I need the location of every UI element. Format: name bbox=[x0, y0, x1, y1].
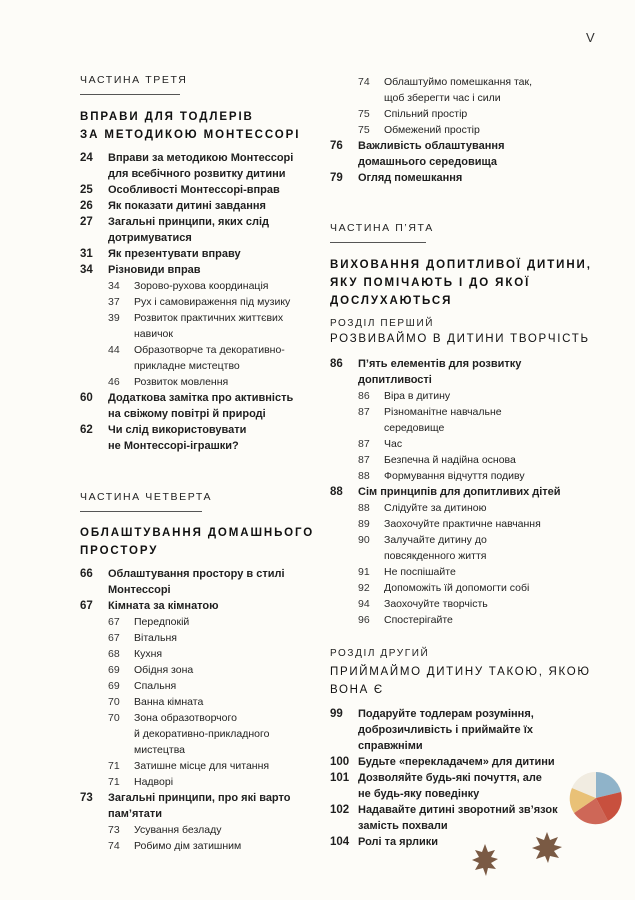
toc-page-number: 71 bbox=[108, 776, 120, 788]
toc-subentry bbox=[330, 596, 580, 612]
toc-subentry bbox=[80, 694, 320, 710]
toc-page-number: 26 bbox=[80, 200, 93, 212]
toc-entry-title: Ролі та ярлики bbox=[358, 836, 439, 848]
toc-entry bbox=[80, 262, 320, 278]
toc-subentry bbox=[80, 646, 320, 662]
toc-entry-title: Рух і самовираження під музику bbox=[134, 296, 291, 308]
toc-subentry bbox=[80, 310, 320, 342]
toc-entry-title: Загальні принципи, яких слід bbox=[108, 216, 270, 228]
toc-entry-title: Ванна кімната bbox=[134, 696, 204, 708]
toc-page-number: 94 bbox=[358, 598, 370, 610]
part4-label: ЧАСТИНА ЧЕТВЕРТА bbox=[80, 491, 213, 503]
toc-page-number: 88 bbox=[358, 502, 370, 514]
toc-entry-title: Надворі bbox=[134, 776, 174, 788]
toc-entry-title: Різноманітне навчальне bbox=[384, 406, 502, 418]
toc-page-number: 87 bbox=[358, 406, 370, 418]
toc-page-number: 31 bbox=[80, 248, 93, 260]
toc-entry-title: Як показати дитині завдання bbox=[108, 200, 266, 212]
toc-subentry bbox=[330, 122, 580, 138]
part4-title-line1: ОБЛАШТУВАННЯ ДОМАШНЬОГО bbox=[80, 527, 315, 539]
toc-page-number: 76 bbox=[330, 140, 343, 152]
pine-cone-illustration-left bbox=[470, 842, 500, 878]
toc-subentry bbox=[330, 436, 580, 452]
toc-entry bbox=[330, 170, 580, 186]
toc-entry-title: на свіжому повітрі й природі bbox=[108, 408, 266, 420]
toc-entry-title: Формування відчуття подиву bbox=[384, 470, 525, 482]
toc-subentry bbox=[80, 774, 320, 790]
toc-entry bbox=[80, 182, 320, 198]
toc-entry-title: Обідня зона bbox=[134, 664, 194, 676]
toc-page-number: 88 bbox=[330, 486, 343, 498]
toc-entry-title: Особливості Монтессорі-вправ bbox=[108, 184, 280, 196]
toc-page-number: 86 bbox=[358, 390, 370, 402]
toc-entry-title: мистецтва bbox=[134, 744, 185, 756]
toc-subentry bbox=[80, 342, 320, 374]
toc-page-number: 69 bbox=[108, 680, 120, 692]
toc-entry-title: Зона образотворчого bbox=[134, 712, 237, 724]
toc-entry-title: Віра в дитину bbox=[384, 390, 451, 402]
toc-entry-title: П’ять елементів для розвитку bbox=[358, 358, 522, 370]
toc-subentry bbox=[330, 74, 580, 106]
toc-page-number: 86 bbox=[330, 358, 343, 370]
toc-page-number: 68 bbox=[108, 648, 120, 660]
part5-rule bbox=[330, 242, 426, 243]
toc-entry-title: Кімната за кімнатою bbox=[108, 600, 219, 612]
toc-page-number: 67 bbox=[108, 616, 120, 628]
toc-subentry bbox=[80, 822, 320, 838]
toc-page-number: 37 bbox=[108, 296, 120, 308]
toc-entry-title: Слідуйте за дитиною bbox=[384, 502, 487, 514]
toc-entry bbox=[330, 484, 580, 500]
toc-entry-title: Облаштуймо помешкання так, bbox=[384, 76, 533, 88]
toc-entry-title: Різновиди вправ bbox=[108, 264, 201, 276]
toc-page-number: 24 bbox=[80, 152, 93, 164]
part3-label: ЧАСТИНА ТРЕТЯ bbox=[80, 74, 188, 86]
toc-subentry bbox=[80, 374, 320, 390]
toc-entry-title: прикладне мистецтво bbox=[134, 360, 240, 372]
toc-page-number: 34 bbox=[108, 280, 120, 292]
part3-title-line1: ВПРАВИ ДЛЯ ТОДЛЕРІВ bbox=[80, 111, 254, 123]
toc-page-number: 87 bbox=[358, 438, 370, 450]
toc-entry-title: Передпокій bbox=[134, 616, 190, 628]
toc-page-number: 79 bbox=[330, 172, 343, 184]
toc-entry-title: Огляд помешкання bbox=[358, 172, 463, 184]
toc-entry-title: Загальні принципи, про які варто bbox=[108, 792, 291, 804]
toc-entry-title: Образотворче та декоративно- bbox=[134, 344, 285, 356]
toc-entry-title: Залучайте дитину до bbox=[384, 534, 487, 546]
toc-entry-title: Не поспішайте bbox=[384, 566, 456, 578]
toc-entry-title: Усування безладу bbox=[134, 824, 222, 836]
toc-entry bbox=[80, 422, 320, 454]
toc-subentry bbox=[330, 564, 580, 580]
toc-entry bbox=[330, 770, 580, 802]
part5-label: ЧАСТИНА П’ЯТА bbox=[330, 222, 434, 234]
toc-page-number: 100 bbox=[330, 756, 350, 768]
toc-entry-title: навичок bbox=[134, 328, 173, 340]
toc-page-number: 91 bbox=[358, 566, 370, 578]
toc-entry-title: повсякденного життя bbox=[384, 550, 487, 562]
toc-entry-title: Вітальня bbox=[134, 632, 177, 644]
toc-entry-title: Подаруйте тодлерам розуміння, bbox=[358, 708, 534, 720]
section1-label: РОЗДІЛ ПЕРШИЙ bbox=[330, 318, 435, 329]
toc-entry-title: Дозволяйте будь-які почуття, але bbox=[358, 772, 542, 784]
toc-entry bbox=[80, 214, 320, 246]
toc-entry-title: щоб зберегти час і сили bbox=[384, 92, 501, 104]
toc-entry-title: Спальня bbox=[134, 680, 177, 692]
toc-entry-title: домашнього середовища bbox=[358, 156, 498, 168]
toc-entry-title: допитливості bbox=[358, 374, 432, 386]
toc-page-number: 70 bbox=[108, 712, 120, 724]
toc-entry-title: Додаткова замітка про активність bbox=[108, 392, 294, 404]
toc-entry-title: Заохочуйте творчість bbox=[384, 598, 488, 610]
toc-subentry bbox=[330, 452, 580, 468]
toc-entry bbox=[80, 566, 320, 598]
toc-entry-title: не Монтессорі-іграшки? bbox=[108, 440, 239, 452]
toc-entry-title: Обмежений простір bbox=[384, 124, 480, 136]
toc-page-number: 67 bbox=[80, 600, 93, 612]
toc-subentry bbox=[80, 710, 320, 758]
toc-entry bbox=[80, 150, 320, 182]
toc-page-number: 73 bbox=[108, 824, 120, 836]
toc-subentry bbox=[330, 516, 580, 532]
part4-title-line2: ПРОСТОРУ bbox=[80, 545, 159, 557]
toc-page-number: 92 bbox=[358, 582, 370, 594]
toc-entry bbox=[80, 390, 320, 422]
toc-subentry bbox=[330, 612, 580, 628]
toc-entry-title: Як презентувати вправу bbox=[108, 248, 241, 260]
toc-subentry bbox=[330, 388, 580, 404]
toc-subentry bbox=[80, 838, 320, 854]
toc-entry-title: Сім принципів для допитливих дітей bbox=[358, 486, 561, 498]
toc-page-number: 70 bbox=[108, 696, 120, 708]
toc-entry-title: Будьте «перекладачем» для дитини bbox=[358, 756, 555, 768]
section2-title-line2: ВОНА Є bbox=[330, 684, 384, 696]
toc-page-number: 46 bbox=[108, 376, 120, 388]
part3-title-line2: ЗА МЕТОДИКОЮ МОНТЕССОРІ bbox=[80, 129, 301, 141]
toc-entry-title: Надавайте дитині зворотний зв’язок bbox=[358, 804, 558, 816]
toc-page-number: 88 bbox=[358, 470, 370, 482]
toc-subentry bbox=[330, 500, 580, 516]
toc-entry-title: Заохочуйте практичне навчання bbox=[384, 518, 541, 530]
toc-page-number: 99 bbox=[330, 708, 343, 720]
toc-entry-title: Зорово-рухова координація bbox=[134, 280, 269, 292]
toc-subentry bbox=[330, 468, 580, 484]
toc-entry-title: Безпечна й надійна основа bbox=[384, 454, 516, 466]
toc-page-number: 71 bbox=[108, 760, 120, 772]
toc-page-number: 27 bbox=[80, 216, 93, 228]
toc-page-number: 73 bbox=[80, 792, 93, 804]
toc-entry bbox=[330, 754, 580, 770]
toc-entry-title: й декоративно-прикладного bbox=[134, 728, 270, 740]
toc-entry-title: Чи слід використовувати bbox=[108, 424, 247, 436]
toc-subentry bbox=[80, 614, 320, 630]
part4-rule bbox=[80, 511, 202, 512]
toc-entry bbox=[330, 706, 580, 754]
toc-page-number: 62 bbox=[80, 424, 93, 436]
toc-page-number: 89 bbox=[358, 518, 370, 530]
toc-page-number: 87 bbox=[358, 454, 370, 466]
toc-entry-title: Затишне місце для читання bbox=[134, 760, 270, 772]
toc-entry-title: Робимо дім затишним bbox=[134, 840, 242, 852]
toc-entry-title: середовище bbox=[384, 422, 445, 434]
part5-title-line3: ДОСЛУХАЮТЬСЯ bbox=[330, 295, 453, 307]
toc-subentry bbox=[80, 278, 320, 294]
toc-entry bbox=[80, 790, 320, 822]
toc-entry-title: не будь-яку поведінку bbox=[358, 788, 480, 800]
toc-page-number: 39 bbox=[108, 312, 120, 324]
toc-subentry bbox=[330, 532, 580, 564]
toc-entry-title: справжніми bbox=[358, 740, 423, 752]
part3-rule bbox=[80, 94, 180, 95]
toc-entry-title: дотримуватися bbox=[108, 232, 192, 244]
toc-entry-title: Вправи за методикою Монтессорі bbox=[108, 152, 294, 164]
toc-entry-title: Розвиток практичних життєвих bbox=[134, 312, 284, 324]
toc-subentry bbox=[80, 630, 320, 646]
toc-subentry bbox=[80, 758, 320, 774]
toc-entry-title: Час bbox=[384, 438, 403, 450]
toc-page-number: 34 bbox=[80, 264, 93, 276]
toc-entry bbox=[80, 198, 320, 214]
toc-page-number: 96 bbox=[358, 614, 370, 626]
toc-subentry bbox=[80, 662, 320, 678]
toc-page-number: 75 bbox=[358, 108, 370, 120]
section2-label: РОЗДІЛ ДРУГИЙ bbox=[330, 648, 430, 659]
toc-entry-title: Розвиток мовлення bbox=[134, 376, 229, 388]
toc-page-number: 102 bbox=[330, 804, 350, 816]
toc-subentry bbox=[330, 404, 580, 436]
toc-entry-title: замість похвали bbox=[358, 820, 448, 832]
toc-subentry bbox=[330, 106, 580, 122]
toc-page-number: 74 bbox=[358, 76, 370, 88]
section1-title: РОЗВИВАЙМО В ДИТИНИ ТВОРЧІСТЬ bbox=[330, 333, 590, 345]
part5-title-line2: ЯКУ ПОМІЧАЮТЬ І ДО ЯКОЇ bbox=[330, 277, 531, 289]
toc-page-number: 101 bbox=[330, 772, 350, 784]
toc-entry-title: доброзичливість і приймайте їх bbox=[358, 724, 533, 736]
toc-entry-title: для всебічного розвитку дитини bbox=[108, 168, 286, 180]
toc-entry bbox=[80, 598, 320, 614]
toc-page-number: 74 bbox=[108, 840, 120, 852]
toc-subentry bbox=[80, 294, 320, 310]
toc-subentry bbox=[80, 678, 320, 694]
toc-entry-title: Спільний простір bbox=[384, 108, 468, 120]
section2-title-line1: ПРИЙМАЙМО ДИТИНУ ТАКОЮ, ЯКОЮ bbox=[330, 666, 591, 678]
toc-entry-title: Кухня bbox=[134, 648, 163, 660]
toc-entry bbox=[330, 138, 580, 170]
toc-page-number: 90 bbox=[358, 534, 370, 546]
toc-page-number: 104 bbox=[330, 836, 350, 848]
toc-page-number: 66 bbox=[80, 568, 93, 580]
toc-page-number: 44 bbox=[108, 344, 120, 356]
toc-page-number: 75 bbox=[358, 124, 370, 136]
toc-entry-title: Облаштування простору в стилі bbox=[108, 568, 285, 580]
toc-entry-title: пам’ятати bbox=[108, 808, 163, 820]
beach-ball-illustration bbox=[568, 770, 624, 826]
pine-cone-illustration-right bbox=[530, 830, 564, 864]
toc-page-number: 60 bbox=[80, 392, 93, 404]
toc-entry-title: Монтессорі bbox=[108, 584, 171, 596]
toc-entry-title: Важливість облаштування bbox=[358, 140, 505, 152]
toc-page-number: 25 bbox=[80, 184, 93, 196]
page-number: V bbox=[586, 30, 595, 45]
part5-title-line1: ВИХОВАННЯ ДОПИТЛИВОЇ ДИТИНИ, bbox=[330, 259, 592, 271]
toc-page-number: 67 bbox=[108, 632, 120, 644]
toc-entry bbox=[80, 246, 320, 262]
toc-subentry bbox=[330, 580, 580, 596]
toc-entry-title: Допоможіть їй допомогти собі bbox=[384, 582, 530, 594]
toc-entry bbox=[330, 356, 580, 388]
toc-page-number: 69 bbox=[108, 664, 120, 676]
toc-entry-title: Спостерігайте bbox=[384, 614, 453, 626]
